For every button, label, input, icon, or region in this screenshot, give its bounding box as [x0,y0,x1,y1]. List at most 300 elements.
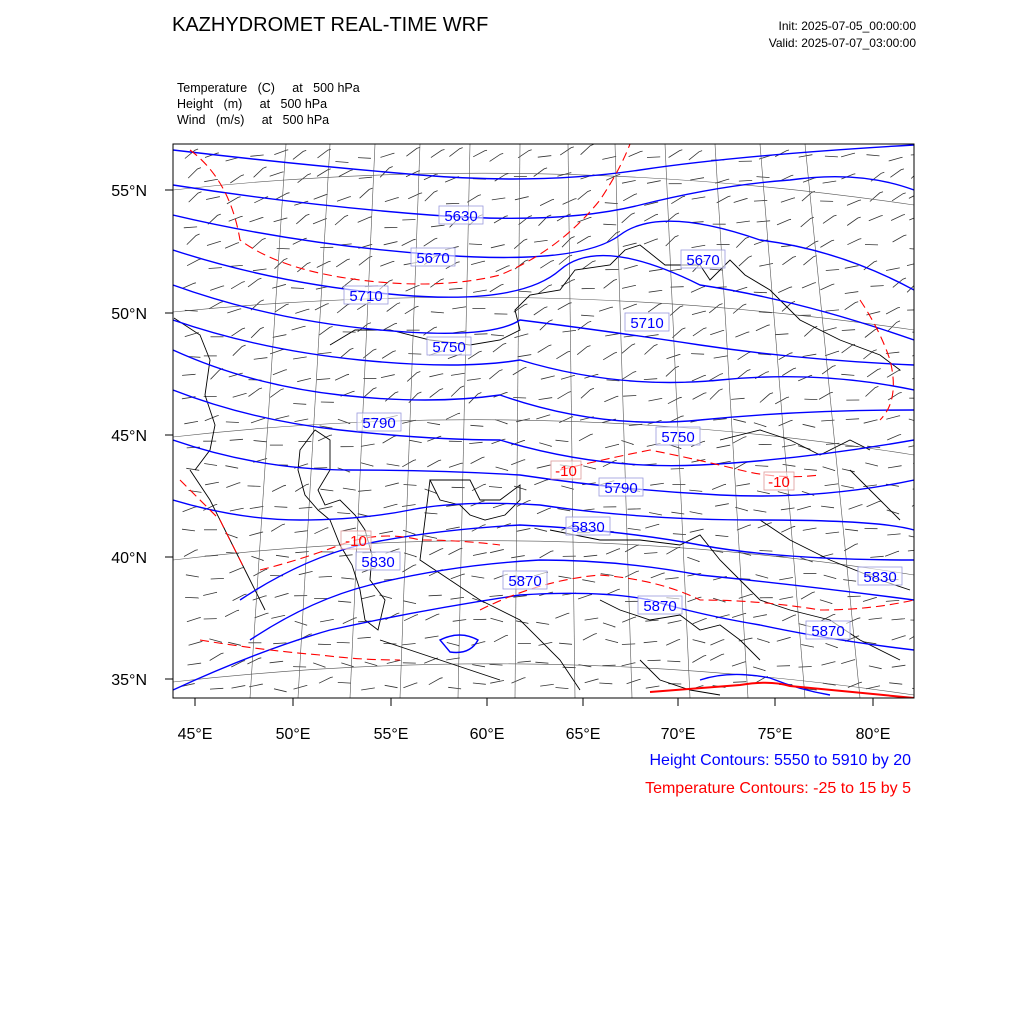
wind-barb [489,487,502,488]
map-title: KAZHYDROMET REAL-TIME WRF [172,14,489,36]
wind-barb [361,596,375,599]
wind-barb [188,168,201,179]
wind-barb [847,217,861,225]
wind-barb [825,351,839,356]
wind-barb [338,601,351,602]
wind-barb [429,549,443,555]
temperature-label [551,461,581,480]
wind-barb [359,177,372,178]
wind-barb [299,571,313,574]
wind-barb [361,688,375,690]
wind-barb [319,507,333,510]
wind-barb [402,220,415,221]
wind-barb [824,575,837,579]
wind-barb [558,392,572,399]
wind-barb [293,404,306,405]
wind-barb [540,320,553,330]
wind-barb [295,621,307,625]
wind-barb [337,642,350,643]
wind-barb [627,679,641,683]
wind-barb [492,198,506,200]
wind-barb [250,507,264,509]
wind-barb [666,640,680,646]
wind-barb [667,661,680,662]
wind-barb [585,679,599,683]
wind-barb [225,610,239,616]
wind-barb [781,198,795,202]
wind-barb [337,197,351,202]
wind-barb [823,328,837,332]
wind-barb [209,639,222,642]
wind-barb [717,196,731,203]
wind-barb [826,269,839,270]
wind-barb [385,198,399,202]
wind-barb [754,200,767,201]
wind-barb [273,643,286,644]
wind-barb [247,658,261,664]
lat-label-50: 50°N [111,306,147,323]
wind-barb [517,529,531,532]
wind-barb [908,550,921,552]
svg-text:5830: 5830 [361,554,395,571]
wind-barb [229,568,243,573]
wind-barb [622,181,636,184]
wind-barb [692,197,706,199]
wind-barb [645,620,658,621]
wind-barb [490,153,504,161]
wind-barb [826,643,838,647]
wind-barb [629,151,643,157]
wind-barb [775,397,789,404]
wind-barb [825,156,838,157]
wind-barb [255,613,269,618]
wind-barb [710,330,724,334]
wind-barb [644,641,658,642]
wind-barb [404,553,417,557]
wind-barb [581,144,594,154]
wind-barb [451,574,465,579]
wind-barb [563,330,577,332]
wind-barb [869,666,882,669]
wind-barb [536,415,550,419]
wind-barb [803,256,816,266]
wind-barb [887,534,900,535]
wind-barb [777,638,791,642]
wind-barb [379,531,393,534]
height-label [625,313,669,332]
wind-barb [361,444,375,446]
wind-barb [673,534,686,535]
wind-barb [782,445,796,447]
wind-barb [865,329,878,338]
wind-barb [226,483,240,488]
wind-barb [779,420,793,426]
wind-barb [583,466,596,469]
wind-barb [270,661,284,663]
wind-barb [604,396,618,402]
wind-barb [691,354,704,355]
wind-barb [562,237,575,248]
wind-barb [563,199,577,205]
wind-barb [561,375,575,379]
height-label [356,552,400,571]
wind-barb [424,536,437,539]
wind-barb [578,190,591,199]
wind-barb [518,291,531,292]
wind-barb [448,687,461,689]
wind-barb [736,221,750,223]
wind-barb [736,237,749,248]
wind-barb [911,154,924,155]
wind-barb [495,174,509,182]
height-contours [173,145,914,695]
wind-barb [338,682,351,683]
wind-barb [913,485,927,489]
wind-barb [406,286,420,292]
wind-barb [539,443,552,447]
wind-barb [295,419,309,422]
wind-barb [402,239,416,245]
wind-barb [254,441,267,442]
wind-barb [667,354,681,358]
wind-barb [182,529,195,531]
field-wind: Wind (m/s) at 500 hPa [177,113,330,127]
wind-barb [622,617,636,622]
wind-barb [469,442,482,443]
height-label [439,206,483,225]
wind-barb [248,278,261,287]
wind-barb [189,192,202,202]
wind-barb [823,215,837,223]
wind-barb [583,634,597,641]
wind-barb [910,249,923,250]
wind-barb [777,219,791,225]
wind-barb [272,285,286,289]
wind-barb [187,618,201,622]
wind-barb [803,424,816,427]
wind-barb [892,665,906,667]
wind-barb [783,464,796,466]
wind-barb [449,148,462,157]
wind-barb [644,239,658,244]
wind-barb [842,344,855,353]
wind-barb [537,465,551,468]
wind-barb [319,327,332,336]
wind-barb [274,150,288,155]
wind-barb [782,615,796,621]
wind-barb [781,526,795,532]
wind-barb [407,372,420,382]
wind-barb [496,467,509,471]
height-label [806,621,850,640]
wind-barb [886,307,900,314]
wind-barb [537,508,551,514]
wind-barb [623,371,637,379]
wind-barb [738,352,752,360]
wind-barb [623,194,637,201]
wind-barb [712,484,726,489]
wind-barb [209,268,222,269]
wind-barb [342,528,356,531]
wind-barb [534,240,548,242]
wind-barb [717,445,731,448]
wind-barb [336,259,350,267]
wind-barb [735,507,748,511]
wind-barb [320,619,334,622]
wind-barb [914,661,928,663]
wind-barb [909,192,923,199]
lon-label-55: 55°E [373,726,409,743]
wind-barb [826,532,840,534]
wind-barb [205,482,219,485]
wind-barb [599,683,612,684]
wind-barb [185,149,198,159]
wind-barb [885,551,899,556]
wind-barb [825,484,839,486]
wind-barb [849,505,863,510]
wind-barb [251,556,263,560]
wind-barb [690,529,704,532]
wind-barb [538,156,552,158]
wind-barb [539,215,552,226]
wind-barb [892,636,906,640]
wind-barb [226,422,239,423]
wind-barb [319,576,332,577]
wind-barb [431,150,445,158]
wind-barb [690,178,704,180]
wind-barb [408,354,421,355]
wind-barb [452,307,466,309]
wind-barbs [181,144,928,691]
svg-text:5670: 5670 [416,250,450,267]
wind-barb [778,287,792,293]
svg-text:5750: 5750 [432,339,466,356]
wind-barb [210,688,223,689]
wind-barb [577,236,591,243]
wind-barb [891,215,905,221]
wind-barb [383,436,397,443]
wind-barb [646,686,660,688]
wind-barb [535,662,548,663]
wind-barb [909,419,922,423]
wind-barb [204,464,217,466]
wind-barb [518,661,531,662]
wind-barb [472,665,485,667]
wind-barb [540,551,554,558]
wind-barb [802,191,815,201]
wind-barb [449,548,463,554]
wind-barb [665,578,679,579]
wind-barb [359,256,372,265]
wind-barb [358,637,371,638]
wind-barb [733,419,746,422]
wind-barb [602,157,616,160]
wind-barb [735,332,749,337]
wind-barb [538,345,552,353]
wind-barb [211,578,224,579]
wind-barb [757,491,770,494]
wind-barb [889,683,902,684]
wind-barb [867,501,881,507]
wind-barb [319,677,333,683]
wind-barb [471,642,485,646]
wind-barb [403,601,416,604]
wind-barb [649,290,663,292]
svg-text:5710: 5710 [349,288,383,305]
wind-barb [294,685,308,689]
wind-barb [540,684,554,686]
wind-barb [555,613,569,618]
height-label [344,286,388,305]
wind-barb [668,269,682,271]
svg-text:-10: -10 [345,533,367,550]
wind-barb [365,662,378,666]
wind-barb [732,662,746,666]
wind-barb [270,389,284,398]
wind-barb [361,463,374,466]
wind-barb [431,225,445,227]
wind-barb [534,307,548,315]
wind-barb [337,513,350,514]
wind-barb [250,218,264,222]
wind-barb [842,330,855,331]
wind-barb [473,290,487,292]
wind-barb [603,623,615,627]
wind-barb [511,556,525,558]
wind-barb [799,155,813,157]
wind-barb [335,374,349,380]
wind-barb [449,288,462,289]
wind-barb [189,642,203,646]
wind-barb [232,686,246,689]
wind-barb [802,283,816,288]
wind-barb [692,375,706,381]
wind-barb [622,663,636,666]
wind-barb [274,218,288,222]
wind-barb [474,334,487,335]
wind-barb [603,352,617,360]
wind-barb [473,150,487,157]
svg-text:5790: 5790 [362,415,396,432]
svg-text:5870: 5870 [643,598,677,615]
wind-barb [496,266,510,272]
wind-barb [581,315,594,316]
wind-barb [203,592,217,595]
wind-barb [447,643,460,646]
wind-barb [559,643,572,644]
wind-barb [230,265,243,266]
wind-barb [490,550,504,553]
wind-barb [822,366,836,375]
wind-barb [429,374,443,377]
wind-barb [623,243,637,246]
wind-barb [886,600,899,601]
wind-barb [402,460,416,467]
wind-barb [689,151,702,160]
svg-text:5750: 5750 [661,429,695,446]
wind-barb [519,216,532,225]
height-label [566,517,610,536]
wind-barb [650,483,664,485]
wind-barb [227,309,241,313]
wind-barb [254,358,268,360]
wind-barb [225,466,238,469]
wind-barb [606,589,620,595]
wind-barb [645,524,659,528]
lon-label-45: 45°E [177,726,213,743]
wind-barb [690,512,703,514]
wind-barb [291,288,304,289]
wind-barb [233,393,247,397]
wind-barb [251,419,265,423]
wind-barb [277,248,290,249]
wind-barb [757,221,770,222]
wind-barb [250,155,263,156]
wind-barb [559,576,572,578]
wind-barb [577,346,590,355]
wind-barb [692,655,706,662]
wind-barb [585,618,599,620]
wind-barb [343,618,357,624]
lon-label-65: 65°E [565,726,601,743]
wind-barb [275,304,289,312]
wind-barb [425,191,438,202]
lon-label-60: 60°E [469,726,505,743]
wind-barb [402,505,416,507]
height-label [427,337,471,356]
wind-barb [845,302,859,310]
wind-barb [275,416,289,419]
wind-barb [185,597,198,598]
wind-barb [759,551,772,552]
height-label [599,478,643,497]
wind-barb [402,644,415,645]
wind-barb [739,256,752,266]
wind-barb [647,157,660,158]
wind-barb [225,243,239,249]
wind-barb [358,490,371,491]
wind-barb [621,441,633,445]
wind-barb [886,416,900,419]
wind-barb [692,311,706,315]
wind-barb [387,464,400,466]
svg-text:-10: -10 [555,463,577,480]
wind-barb [651,573,665,578]
wind-barb [692,245,706,247]
wind-barb [801,645,814,648]
wind-barb [644,553,657,554]
wind-barb [579,434,593,441]
wind-barb [801,217,814,227]
wind-barb [625,571,639,577]
wind-barb [782,368,796,376]
wind-barb [863,598,877,602]
wind-barb [184,421,198,423]
wind-barb [820,600,832,604]
wind-barb [381,153,395,157]
wind-barb [841,374,854,375]
wind-barb [210,286,224,291]
wind-barb [403,683,417,688]
wind-barb [760,393,773,403]
wind-barb [275,594,289,598]
wind-barb [732,613,746,617]
wind-barb [471,457,485,464]
wind-barb [314,194,328,199]
svg-text:5710: 5710 [630,315,664,332]
wind-barb [425,636,439,638]
wind-barb [425,614,439,620]
